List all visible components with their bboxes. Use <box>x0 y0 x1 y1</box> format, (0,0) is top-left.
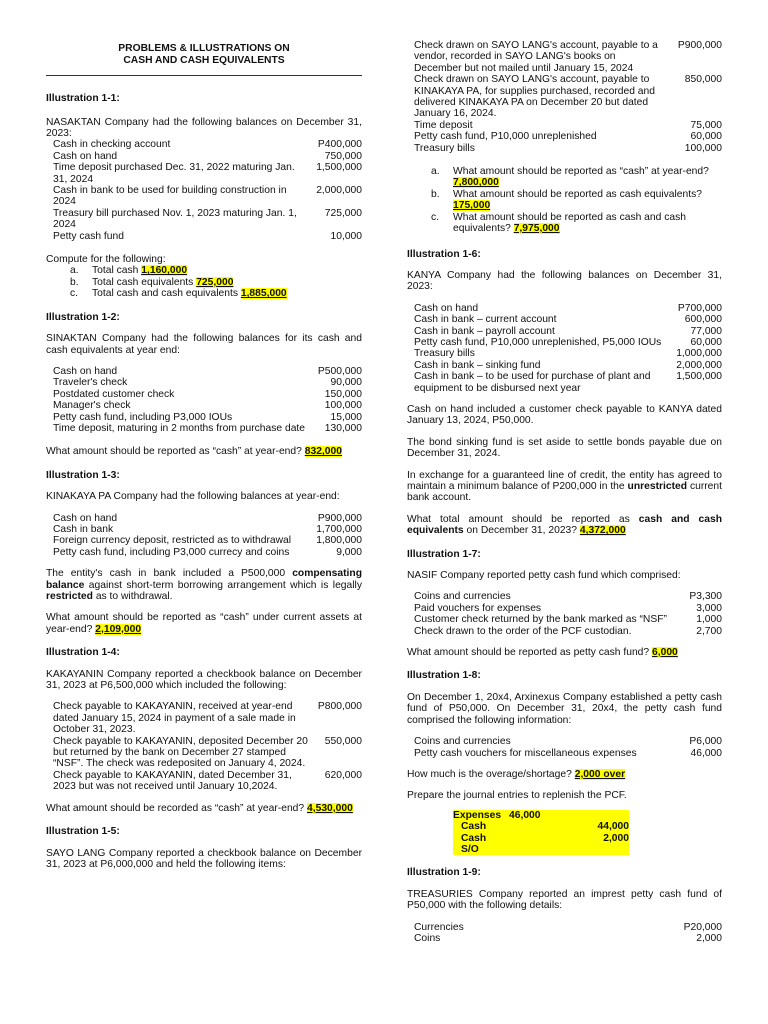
question-paragraph <box>407 647 722 658</box>
balance-value: 1,500,000 <box>316 162 362 174</box>
question-emphasis: cash and cash equivalents <box>407 513 722 537</box>
illustration-heading: Illustration 1-2: <box>46 311 120 323</box>
illustration-heading: Illustration 1-4: <box>46 647 120 659</box>
balance-value: 130,000 <box>324 422 362 434</box>
answer-highlight: 2,109,000 <box>95 623 142 635</box>
balance-value: 600,000 <box>684 314 722 326</box>
illustration-intro: NASAKTAN Company had the following balances on December 31, 2023: <box>46 116 362 139</box>
balance-row <box>53 412 362 423</box>
question-marker: c. <box>70 288 79 300</box>
illustration-intro: TREASURIES Company reported an imprest petty cash fund of P50,000 with the following details: <box>407 888 722 912</box>
note-emphasis: unrestricted <box>627 481 688 492</box>
balance-label: Time deposit <box>414 119 473 131</box>
balance-row <box>414 748 722 759</box>
balance-row <box>414 933 722 944</box>
balance-label: Petty cash fund, including P3,000 IOUs <box>53 411 233 423</box>
balance-row <box>414 143 722 154</box>
question-item <box>46 288 362 299</box>
balance-value: 46,000 <box>690 747 722 759</box>
balance-label: Coins <box>414 932 441 944</box>
answer-highlight: 7,800,000 <box>453 177 499 189</box>
question-paragraph <box>46 446 362 457</box>
note-text: The entity's cash in bank included a P500,000 <box>46 568 286 580</box>
balance-label: Cash on hand <box>53 150 118 162</box>
balance-label: Check payable to KAKAYANIN, dated December 31, 2023 but was not received until January 10,2024. <box>53 769 292 793</box>
question-marker: a. <box>431 166 440 178</box>
answer-highlight: 4,372,000 <box>579 525 626 537</box>
balance-value: 1,700,000 <box>316 523 362 535</box>
note-text: current bank account. <box>407 481 722 504</box>
illustration-heading: Illustration 1-6: <box>407 248 481 260</box>
balance-value: 90,000 <box>330 377 362 389</box>
balance-label: Foreign currency deposit, restricted as to withdrawal <box>53 535 292 547</box>
balance-value: P6,000 <box>689 736 722 748</box>
title-divider <box>46 75 362 76</box>
balance-value: 10,000 <box>330 230 362 242</box>
balance-label: Petty cash fund, P10,000 unreplenished <box>414 131 597 143</box>
question-paragraph <box>46 803 362 814</box>
balance-row <box>53 151 362 162</box>
balance-value: 2,000 <box>696 932 722 944</box>
balance-row <box>414 348 722 359</box>
balance-label: Petty cash fund, P10,000 unreplenished, P5,000 IOUs <box>414 336 662 348</box>
balance-row <box>53 139 362 150</box>
balance-value: 1,000 <box>696 614 722 626</box>
compute-prompt: Compute for the following: <box>46 254 166 266</box>
balance-value: 60,000 <box>690 336 722 348</box>
question-text: Total cash equivalents <box>92 276 194 288</box>
balance-row <box>53 366 362 377</box>
question-item <box>46 265 362 276</box>
question-text: What amount should be reported as cash and cash equivalents? <box>453 211 686 235</box>
balance-label: Cash in bank – sinking fund <box>414 359 541 371</box>
illustration-1-9 <box>407 867 722 944</box>
question-item <box>407 166 722 189</box>
note-paragraph <box>46 568 362 602</box>
illustration-intro: On December 1, 20x4, Arxinexus Company established a petty cash fund of P50,000. On December 31, 20x4, the petty cash fund comprised the following information: <box>407 691 722 726</box>
balance-row <box>414 131 722 142</box>
balance-label: Treasury bill purchased Nov. 1, 2023 maturing Jan. 1, 2024 <box>53 207 297 231</box>
balance-label: Paid vouchers for expenses <box>414 602 542 614</box>
balance-row <box>414 303 722 314</box>
question-text: What amount should be reported as cash equivalents? <box>453 188 702 200</box>
illustration-intro: SAYO LANG Company reported a checkbook balance on December 31, 2023 at P6,000,000 and held the following items: <box>46 847 362 870</box>
balance-row <box>53 162 362 185</box>
balance-row <box>53 736 362 770</box>
balance-label: Check payable to KAKAYANIN, deposited December 20 but returned by the bank on December 27 stamped “NSF”. The check was redeposited on January 4, 2024. <box>53 735 308 770</box>
note-emphasis: compensating balance <box>46 568 362 591</box>
journal-credit: 2,000 <box>603 832 629 844</box>
balance-value: 1,000,000 <box>676 348 722 360</box>
note-paragraph <box>407 470 722 504</box>
balance-row <box>53 400 362 411</box>
illustration-heading: Illustration 1-8: <box>407 670 481 682</box>
question-text: Total cash and cash equivalents <box>92 288 238 300</box>
illustration-intro: KANYA Company had the following balances on December 31, 2023: <box>407 269 722 293</box>
journal-debit: 46,000 <box>509 809 541 821</box>
balance-value: P500,000 <box>317 365 362 377</box>
balance-row <box>414 120 722 131</box>
balance-label: Check drawn on SAYO LANG's account, payable to KINAKAYA PA, for supplies purchased, recorded and delivered KINAKAYA PA on December 20 but dated January 16, 2024. <box>414 74 655 120</box>
balance-label: Check drawn on SAYO LANG's account, payable to a vendor, recorded in SAYO LANG's books on December but not mailed until January 15, 2024 <box>414 40 658 74</box>
illustration-intro: KINAKAYA PA Company had the following balances at year-end: <box>46 491 340 503</box>
illustration-1-6 <box>407 249 722 537</box>
question-paragraph <box>407 514 722 537</box>
illustration-1-5 <box>46 826 362 870</box>
question-item <box>46 277 362 288</box>
illustration-intro: NASIF Company reported petty cash fund which comprised: <box>407 570 681 582</box>
balance-row <box>53 770 362 793</box>
balance-value: 77,000 <box>690 325 722 337</box>
balance-label: Check payable to KAKAYANIN, received at year-end dated January 15, 2024 in payment of a sale made in October 31, 2023. <box>53 701 296 736</box>
balance-value: P3,300 <box>689 591 722 603</box>
note-text: against short-term borrowing arrangement which is legally <box>88 579 362 591</box>
illustration-heading: Illustration 1-1: <box>46 93 120 105</box>
journal-account: Cash <box>461 821 487 833</box>
illustration-1-4 <box>46 647 362 814</box>
balance-row <box>414 626 722 637</box>
balance-value: 750,000 <box>324 150 362 162</box>
journal-credit: 44,000 <box>597 821 629 833</box>
balance-row <box>53 513 362 524</box>
balance-label: Cash in bank – payroll account <box>414 325 555 337</box>
document-title-line-1: PROBLEMS & ILLUSTRATIONS ON <box>118 43 290 54</box>
balance-label: Treasury bills <box>414 142 475 154</box>
question-marker: b. <box>70 276 79 288</box>
balance-row <box>414 360 722 371</box>
balance-label: Cash in bank – to be used for purchase of plant and equipment to be disbursed next year <box>414 371 651 394</box>
balance-row <box>414 371 722 394</box>
balance-label: Cash on hand <box>53 512 118 524</box>
balance-value: 620,000 <box>324 769 362 781</box>
question-text: What amount should be reported as “cash” at year-end? <box>46 446 302 458</box>
illustration-1-5-continued <box>407 40 722 235</box>
question-text: What total amount should be reported as <box>407 513 630 525</box>
note-emphasis: restricted <box>46 591 93 602</box>
answer-highlight: 4,530,000 <box>307 802 353 814</box>
balance-value: 100,000 <box>324 400 362 412</box>
balance-label: Postdated customer check <box>53 388 175 400</box>
balance-label: Treasury bills <box>414 348 475 360</box>
balance-label: Coins and currencies <box>414 736 511 748</box>
balance-value: P20,000 <box>683 921 722 933</box>
right-column <box>407 40 722 944</box>
question-item <box>407 212 722 235</box>
answer-highlight: 6,000 <box>652 647 678 659</box>
balance-value: P900,000 <box>677 40 722 51</box>
illustration-1-8 <box>407 670 722 855</box>
balance-row <box>53 701 362 735</box>
balance-value: 2,000,000 <box>316 185 362 197</box>
balance-value: 15,000 <box>330 411 362 423</box>
balance-label: Coins and currencies <box>414 591 511 603</box>
balance-row <box>53 423 362 434</box>
question-text: on December 31, 2023? <box>466 525 578 537</box>
journal-account: Expenses <box>453 809 502 821</box>
balance-label: Cash in bank – current account <box>414 314 557 326</box>
balance-label: Time deposit purchased Dec. 31, 2022 maturing Jan. 31, 2024 <box>53 162 295 185</box>
illustration-1-2 <box>46 312 362 458</box>
balance-row <box>414 74 722 120</box>
balance-row <box>414 603 722 614</box>
note-paragraph: The bond sinking fund is set aside to settle bonds payable due on December 31, 2024. <box>407 436 722 460</box>
balance-value: 60,000 <box>690 131 722 143</box>
note-text: In exchange for a guaranteed line of credit, the entity has agreed to maintain a minimum balance of P200,000 in the <box>407 469 722 492</box>
balance-label: Petty cash fund, including P3,000 currecy and coins <box>53 546 290 558</box>
question-text: What amount should be reported as petty cash fund? <box>407 647 650 659</box>
illustration-heading: Illustration 1-5: <box>46 826 120 838</box>
balance-value: P400,000 <box>317 139 362 151</box>
answer-highlight: 832,000 <box>304 446 342 458</box>
balance-row <box>414 314 722 325</box>
balance-value: 1,800,000 <box>316 535 362 547</box>
journal-row <box>453 810 629 821</box>
journal-row <box>453 833 629 856</box>
balance-label: Petty cash vouchers for miscellaneous expenses <box>414 747 637 759</box>
question-marker: b. <box>431 188 440 200</box>
balance-value: 9,000 <box>336 546 362 558</box>
balance-label: Check drawn to the order of the PCF custodian. <box>414 625 632 637</box>
balance-label: Time deposit, maturing in 2 months from purchase date <box>53 422 306 434</box>
note-text: as to withdrawal. <box>95 591 173 602</box>
balance-row <box>414 922 722 933</box>
balance-value: P900,000 <box>317 512 362 524</box>
question-marker: a. <box>70 265 79 277</box>
illustration-intro: SINAKTAN Company had the following balances for its cash and cash equivalents at year end: <box>46 333 362 356</box>
illustration-intro: KAKAYANIN Company reported a checkbook balance on December 31, 2023 at P6,500,000 which included the following: <box>46 668 362 692</box>
answer-highlight: 1,160,000 <box>141 265 188 277</box>
balance-label: Cash on hand <box>414 302 479 314</box>
balance-row <box>414 591 722 602</box>
balance-row <box>53 524 362 535</box>
document-title-line-2: CASH AND CASH EQUIVALENTS <box>123 54 285 66</box>
journal-prompt: Prepare the journal entries to replenish the PCF. <box>407 790 627 802</box>
answer-highlight: 7,975,000 <box>513 223 560 235</box>
balance-row <box>53 389 362 400</box>
balance-value: 3,000 <box>696 602 722 614</box>
balance-value: 75,000 <box>690 119 722 131</box>
question-text: How much is the overage/shortage? <box>407 768 572 780</box>
balance-label: Petty cash fund <box>53 230 124 242</box>
note-paragraph: Cash on hand included a customer check payable to KANYA dated January 13, 2024, P50,000. <box>407 403 722 427</box>
balance-value: 1,500,000 <box>676 371 722 383</box>
balance-label: Cash in bank to be used for building construction in 2024 <box>53 185 287 208</box>
balance-label: Cash on hand <box>53 365 118 377</box>
balance-label: Traveler's check <box>53 377 128 389</box>
answer-highlight: 175,000 <box>453 200 491 212</box>
illustration-heading: Illustration 1-7: <box>407 548 481 560</box>
balance-value: 100,000 <box>684 142 722 154</box>
balance-row <box>53 208 362 231</box>
document-title <box>46 43 362 66</box>
answer-highlight: 1,885,000 <box>240 288 287 300</box>
balance-value: 550,000 <box>324 735 362 747</box>
journal-account: Cash S/O <box>461 832 487 855</box>
question-text: Total cash <box>92 265 139 277</box>
balance-row <box>53 377 362 388</box>
balance-value: 2,000,000 <box>676 359 722 371</box>
illustration-1-1 <box>46 93 362 300</box>
balance-value: 2,700 <box>696 625 722 637</box>
question-paragraph <box>46 612 362 635</box>
balance-row <box>414 614 722 625</box>
balance-label: Currencies <box>414 921 464 933</box>
illustration-1-3 <box>46 470 362 635</box>
balance-row <box>53 185 362 208</box>
journal-row <box>453 821 629 832</box>
balance-row <box>53 231 362 242</box>
balance-row <box>414 40 722 74</box>
illustration-1-7 <box>407 549 722 659</box>
journal-entry <box>453 810 629 856</box>
balance-value: P800,000 <box>317 701 362 713</box>
balance-value: 725,000 <box>324 207 362 219</box>
balance-row <box>414 736 722 747</box>
question-text: What amount should be recorded as “cash” at year-end? <box>46 802 305 814</box>
left-column <box>46 40 362 870</box>
balance-row <box>414 326 722 337</box>
balance-value: P700,000 <box>677 302 722 314</box>
balance-row <box>414 337 722 348</box>
illustration-heading: Illustration 1-9: <box>407 867 481 879</box>
balance-label: Customer check returned by the bank marked as “NSF” <box>414 614 667 626</box>
illustration-heading: Illustration 1-3: <box>46 469 120 481</box>
balance-label: Manager's check <box>53 400 131 412</box>
question-paragraph <box>407 769 722 780</box>
question-text: What amount should be reported as “cash” under current assets at year-end? <box>46 612 362 635</box>
balance-value: 850,000 <box>684 74 722 86</box>
question-marker: c. <box>431 211 440 223</box>
question-item <box>407 189 722 212</box>
balance-row <box>53 547 362 558</box>
question-text: What amount should be reported as “cash” at year-end? <box>453 166 709 178</box>
answer-highlight: 2,000 over <box>574 768 626 780</box>
balance-value: 150,000 <box>324 388 362 400</box>
balance-row <box>53 535 362 546</box>
balance-label: Cash in checking account <box>53 139 171 151</box>
balance-label: Cash in bank <box>53 523 114 535</box>
answer-highlight: 725,000 <box>196 276 234 288</box>
